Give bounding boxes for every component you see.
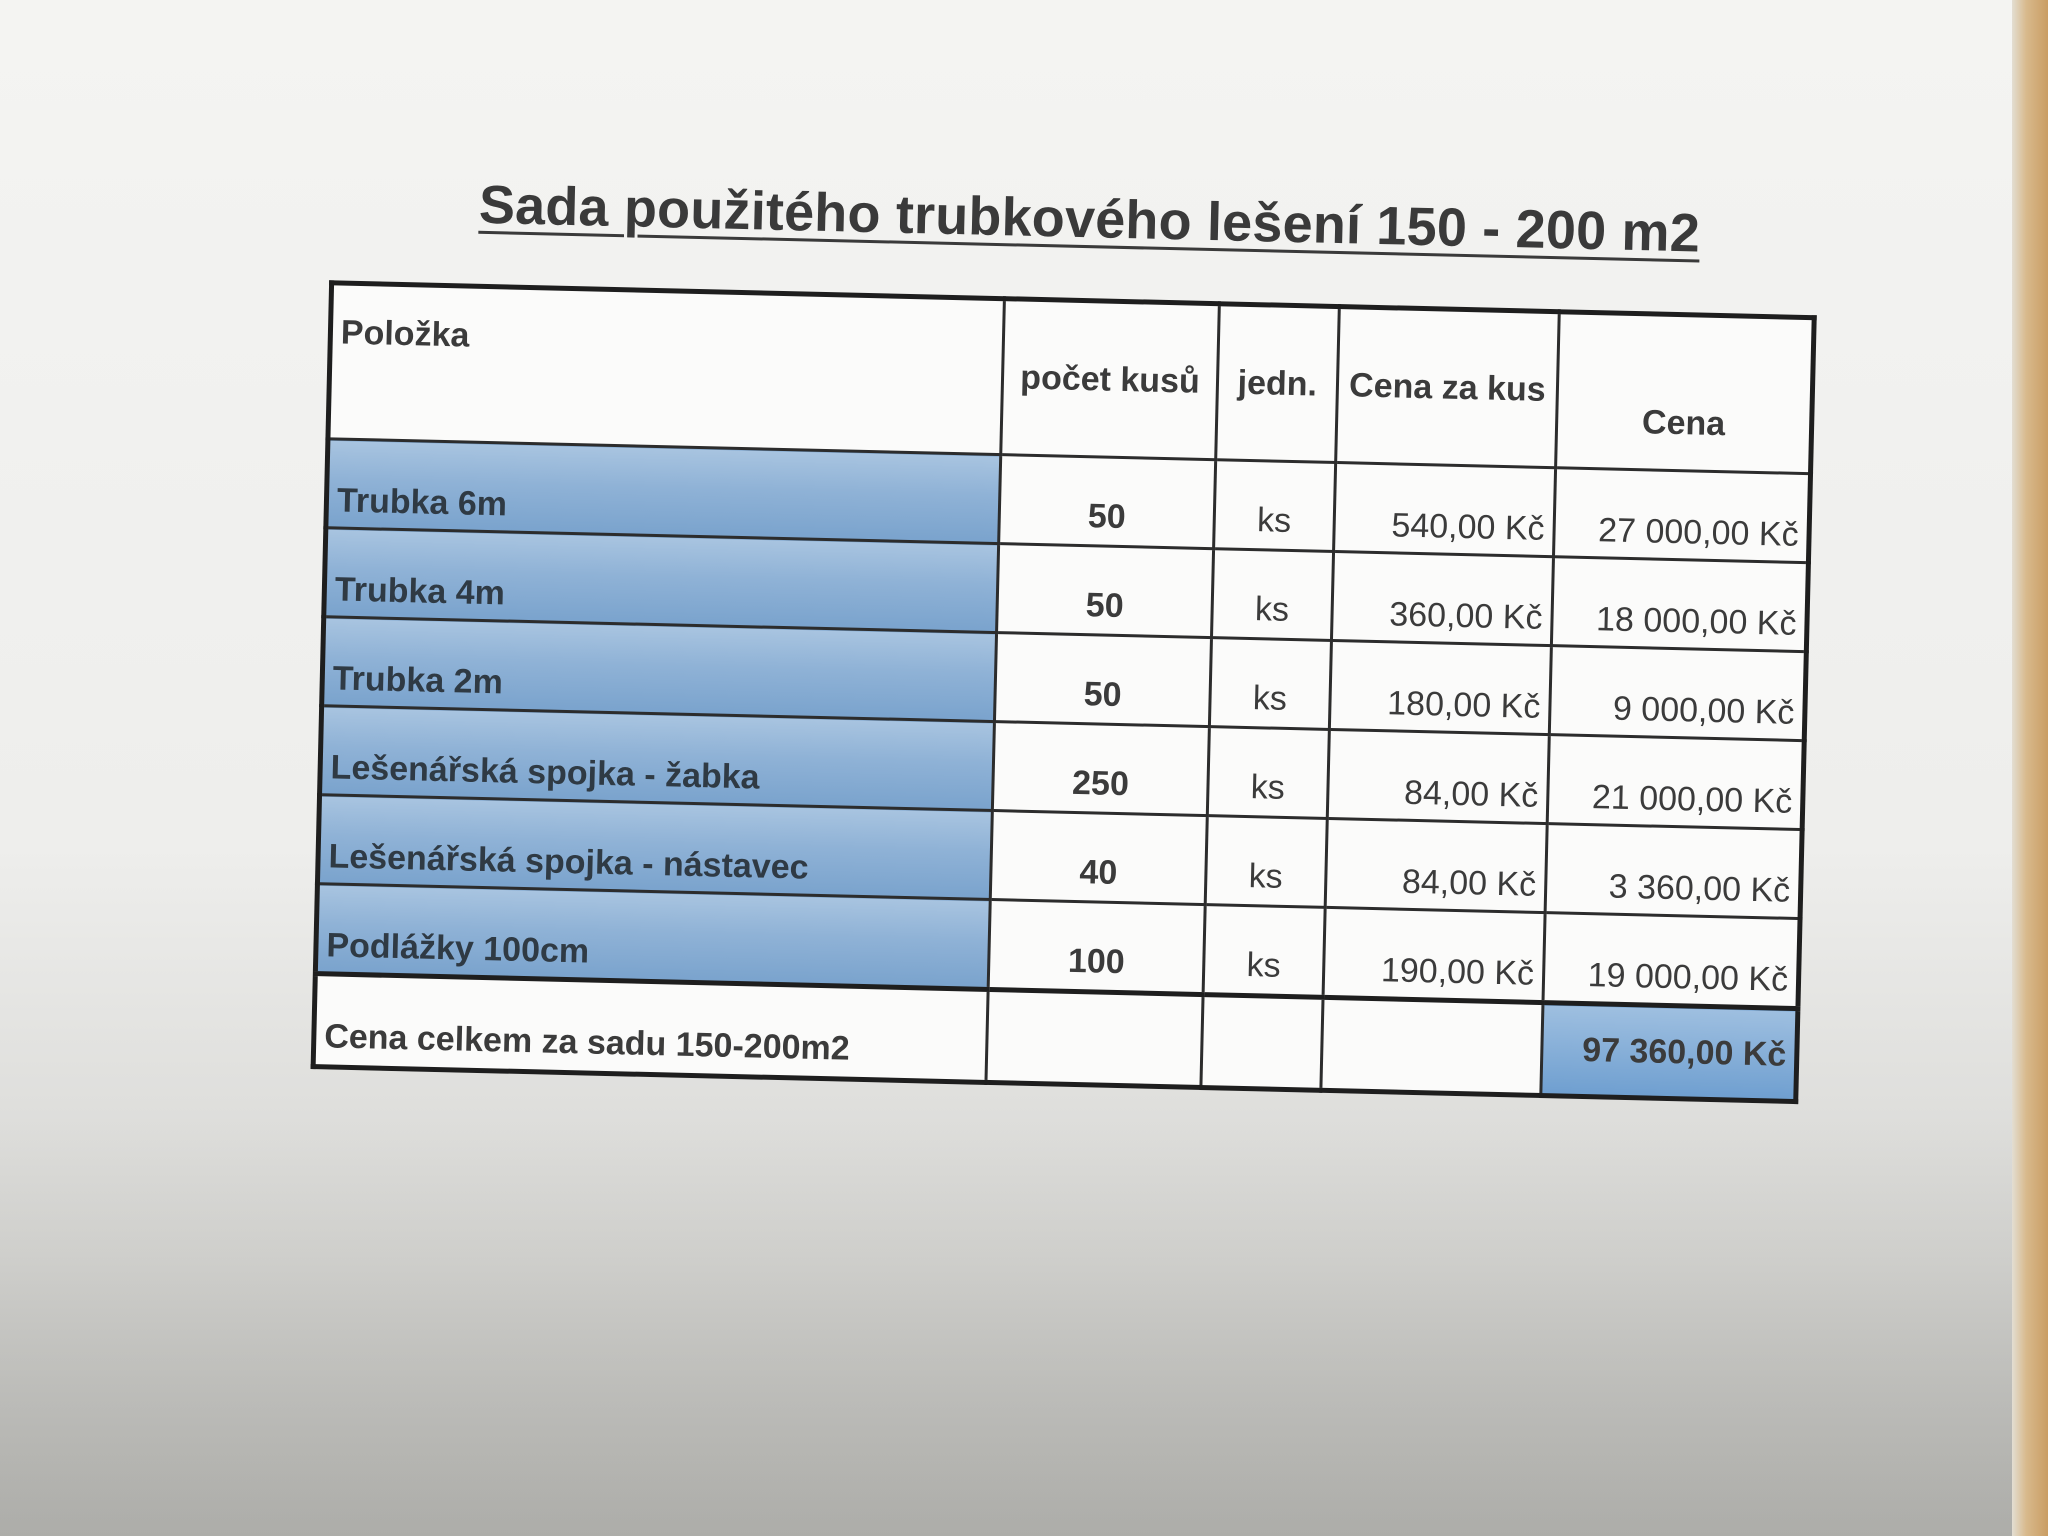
item-unit-price: 360,00 Kč bbox=[1331, 551, 1553, 645]
background-table-surface bbox=[2012, 0, 2048, 1536]
item-name: Lešenářská spojka - nástavec bbox=[317, 795, 992, 900]
item-unit-price: 190,00 Kč bbox=[1323, 907, 1545, 1002]
item-unit: ks bbox=[1205, 816, 1327, 908]
item-unit: ks bbox=[1211, 549, 1333, 641]
header-unit: jedn. bbox=[1215, 304, 1339, 463]
item-quantity: 40 bbox=[991, 811, 1207, 905]
total-label: Cena celkem za sadu 150-200m2 bbox=[313, 974, 988, 1083]
document-title: Sada použitého trubkového lešení 150 - 200 m2 bbox=[478, 174, 1701, 264]
item-price: 27 000,00 Kč bbox=[1553, 468, 1810, 563]
item-unit: ks bbox=[1207, 727, 1329, 819]
item-price: 18 000,00 Kč bbox=[1551, 557, 1808, 652]
header-unit-price: Cena za kus bbox=[1336, 307, 1560, 468]
total-empty-cell bbox=[1321, 997, 1543, 1095]
item-price: 21 000,00 Kč bbox=[1547, 735, 1804, 830]
item-name: Lešenářská spojka - žabka bbox=[320, 706, 995, 811]
total-value: 97 360,00 Kč bbox=[1541, 1003, 1798, 1102]
item-quantity: 100 bbox=[989, 900, 1205, 995]
item-name: Trubka 2m bbox=[322, 617, 997, 722]
item-quantity: 250 bbox=[993, 722, 1209, 816]
item-price: 19 000,00 Kč bbox=[1543, 913, 1800, 1009]
total-empty-cell bbox=[1201, 995, 1324, 1091]
paper-shadow bbox=[0, 1116, 2012, 1536]
item-price: 9 000,00 Kč bbox=[1549, 646, 1806, 741]
item-quantity: 50 bbox=[999, 455, 1215, 549]
item-unit-price: 84,00 Kč bbox=[1327, 729, 1549, 823]
total-empty-cell bbox=[986, 989, 1202, 1087]
item-quantity: 50 bbox=[997, 544, 1213, 638]
item-name: Trubka 4m bbox=[324, 528, 999, 633]
item-unit-price: 180,00 Kč bbox=[1329, 640, 1551, 734]
header-quantity: počet kusů bbox=[1001, 299, 1219, 460]
price-table bbox=[311, 280, 1817, 1104]
item-unit: ks bbox=[1209, 638, 1331, 730]
header-item: Položka bbox=[328, 283, 1005, 455]
item-name: Podlážky 100cm bbox=[315, 884, 990, 990]
item-unit: ks bbox=[1203, 905, 1325, 998]
item-unit-price: 540,00 Kč bbox=[1334, 463, 1556, 557]
header-price: Cena bbox=[1556, 312, 1815, 474]
item-unit: ks bbox=[1213, 460, 1335, 552]
item-quantity: 50 bbox=[995, 633, 1211, 727]
item-unit-price: 84,00 Kč bbox=[1325, 818, 1547, 912]
item-price: 3 360,00 Kč bbox=[1545, 824, 1802, 919]
item-name: Trubka 6m bbox=[326, 439, 1001, 544]
